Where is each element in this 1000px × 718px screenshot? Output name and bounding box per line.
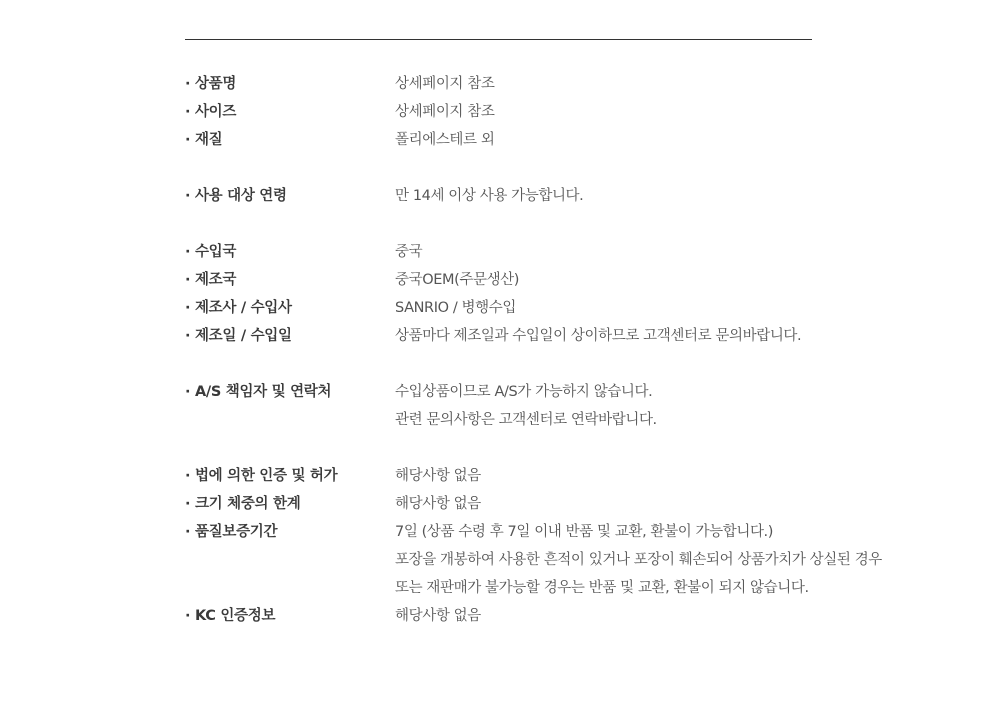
row-value: SANRIO / 병행수입 (395, 300, 516, 316)
row-value: 포장을 개봉하여 사용한 흔적이 있거나 포장이 훼손되어 상품가치가 상실된 경우 (395, 552, 882, 568)
info-row-age (185, 182, 965, 210)
info-row-product-name (185, 70, 965, 98)
row-value: 상품마다 제조일과 수입일이 상이하므로 고객센터로 문의바랍니다. (395, 328, 802, 344)
info-row-size (185, 98, 965, 126)
row-value: 만 14세 이상 사용 가능합니다. (395, 188, 584, 204)
row-label: · 제조일 / 수입일 (185, 328, 292, 344)
row-value: 해당사항 없음 (395, 468, 481, 484)
row-label: · KC 인증정보 (185, 608, 276, 624)
row-label (185, 574, 395, 602)
row-label: · 크기 체중의 한계 (185, 496, 301, 512)
row-label: · 재질 (185, 132, 223, 148)
row-label: · 상품명 (185, 76, 237, 92)
info-row-as-contact (185, 378, 965, 406)
info-row-warranty-continued-2 (185, 574, 965, 602)
product-info-table (185, 70, 965, 630)
info-row-manufacturer (185, 294, 965, 322)
row-value: 관련 문의사항은 고객센터로 연락바랍니다. (395, 412, 657, 428)
row-value: 또는 재판매가 불가능할 경우는 반품 및 교환, 환불이 되지 않습니다. (395, 580, 809, 596)
row-value: 중국 (395, 244, 423, 260)
row-value: 해당사항 없음 (395, 608, 481, 624)
row-label (185, 546, 395, 574)
row-value: 중국OEM(주문생산) (395, 272, 520, 288)
row-label: · 수입국 (185, 244, 237, 260)
row-label (185, 406, 395, 434)
info-row-material (185, 126, 965, 154)
info-row-certification (185, 462, 965, 490)
row-label: · A/S 책임자 및 연락처 (185, 384, 332, 400)
row-label: · 법에 의한 인증 및 허가 (185, 468, 338, 484)
row-label: · 제조사 / 수입사 (185, 300, 292, 316)
info-row-warranty (185, 518, 965, 546)
row-value: 수입상품이므로 A/S가 가능하지 않습니다. (395, 384, 653, 400)
row-value: 상세페이지 참조 (395, 104, 495, 120)
info-row-kc-certification (185, 602, 965, 630)
row-value: 폴리에스테르 외 (395, 132, 495, 148)
info-row-as-contact-continued (185, 406, 965, 434)
top-divider (185, 39, 812, 40)
row-value: 상세페이지 참조 (395, 76, 495, 92)
row-label: · 사용 대상 연령 (185, 188, 287, 204)
row-value: 7일 (상품 수령 후 7일 이내 반품 및 교환, 환불이 가능합니다.) (395, 524, 774, 540)
info-row-manufacture-country (185, 266, 965, 294)
info-row-warranty-continued-1 (185, 546, 965, 574)
row-value: 해당사항 없음 (395, 496, 481, 512)
row-label: · 제조국 (185, 272, 237, 288)
row-label: · 품질보증기간 (185, 524, 278, 540)
row-label: · 사이즈 (185, 104, 237, 120)
info-row-import-country (185, 238, 965, 266)
info-row-manufacture-date (185, 322, 965, 350)
info-row-size-weight-limit (185, 490, 965, 518)
